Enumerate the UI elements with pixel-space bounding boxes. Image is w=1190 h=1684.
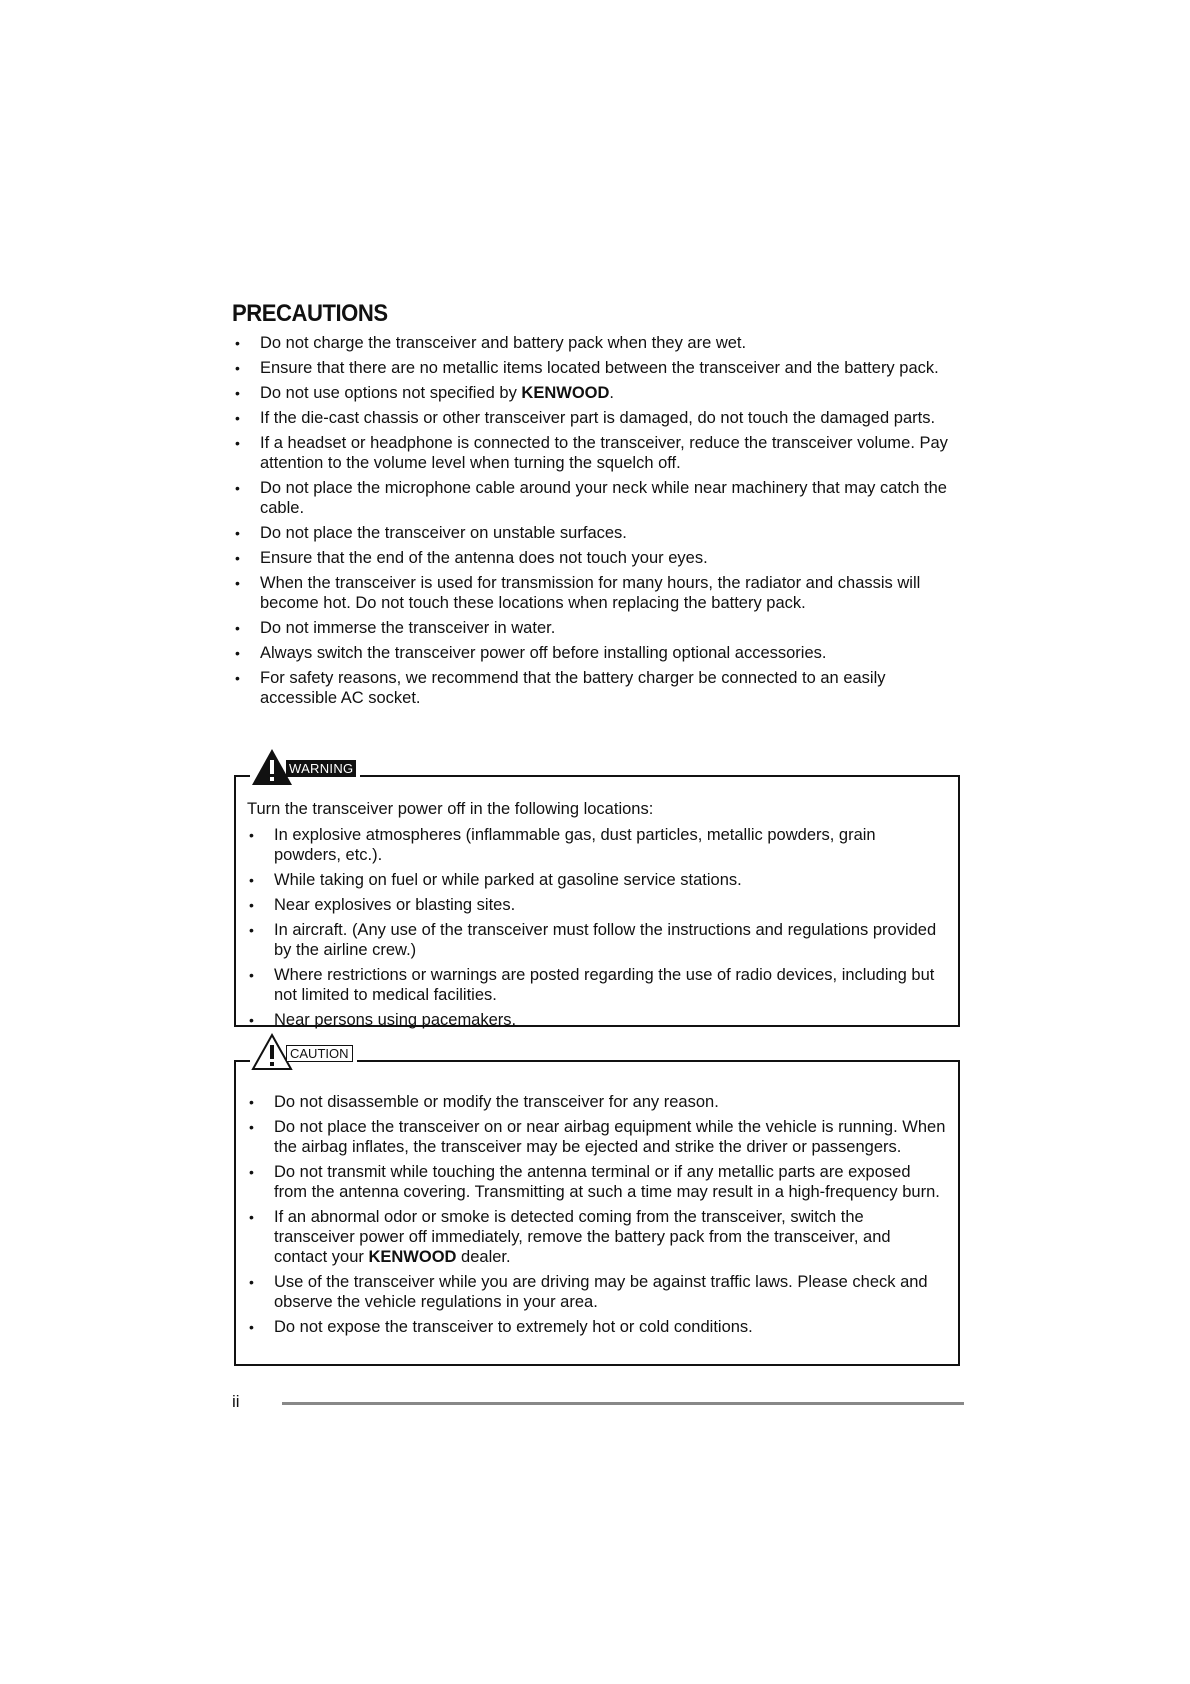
warning-box	[234, 761, 960, 1029]
precautions-list	[260, 333, 960, 713]
list-item: • In explosive atmospheres (inflammable gas, dust particles, metallic powders, grain powders, etc.).	[274, 825, 946, 865]
caution-label: CAUTION	[286, 1045, 353, 1062]
list-item: • Near persons using pacemakers.	[274, 1010, 946, 1030]
list-item-text: dealer.	[456, 1248, 511, 1266]
section-title: PRECAUTIONS	[232, 300, 388, 327]
list-item-text: Do not use options not specified by	[260, 384, 522, 402]
list-item: • While taking on fuel or while parked at gasoline service stations.	[274, 870, 946, 890]
list-item-text: If an abnormal odor or smoke is detected coming from the transceiver, switch the transceiver power off immediately, remove the battery pack from the transceiver, and contact your	[274, 1208, 891, 1266]
list-item: • Do not place the microphone cable around your neck while near machinery that may catch the cable.	[260, 478, 960, 518]
list-item: • If the die-cast chassis or other transceiver part is damaged, do not touch the damaged parts.	[260, 408, 960, 428]
list-item	[260, 383, 960, 403]
caution-list	[274, 1092, 946, 1342]
list-item: • If a headset or headphone is connected to the transceiver, reduce the transceiver volume. Pay attention to the volume level when turning the squelch off.	[260, 433, 960, 473]
brand-name: KENWOOD	[521, 384, 610, 402]
warning-intro: Turn the transceiver power off in the following locations:	[247, 800, 654, 818]
list-item: • For safety reasons, we recommend that the battery charger be connected to an easily accessible AC socket.	[260, 668, 960, 708]
brand-name: KENWOOD	[368, 1248, 457, 1266]
warning-label: WARNING	[286, 760, 356, 777]
caution-box	[234, 1046, 960, 1366]
footer-divider	[282, 1402, 964, 1405]
list-item: • Ensure that the end of the antenna does not touch your eyes.	[260, 548, 960, 568]
list-item: • When the transceiver is used for transmission for many hours, the radiator and chassis will become hot. Do not touch these locations when replacing the battery pack.	[260, 573, 960, 613]
warning-list	[274, 825, 946, 1035]
punctuation: .	[609, 384, 615, 402]
list-item: • Do not charge the transceiver and battery pack when they are wet.	[260, 333, 960, 353]
page-number: ii	[232, 1392, 240, 1411]
list-item: • Always switch the transceiver power off before installing optional accessories.	[260, 643, 960, 663]
caution-badge	[250, 1032, 357, 1072]
list-item: • Do not expose the transceiver to extremely hot or cold conditions.	[274, 1317, 946, 1337]
list-item: • Do not transmit while touching the antenna terminal or if any metallic parts are exposed from the antenna covering. Transmitting at such a time may result in a high-frequency burn.	[274, 1162, 946, 1202]
list-item: • In aircraft. (Any use of the transceiver must follow the instructions and regulations provided by the airline crew.)	[274, 920, 946, 960]
list-item: • Do not place the transceiver on unstable surfaces.	[260, 523, 960, 543]
list-item: • Do not disassemble or modify the transceiver for any reason.	[274, 1092, 946, 1112]
list-item: • Near explosives or blasting sites.	[274, 895, 946, 915]
list-item: • Do not immerse the transceiver in water.	[260, 618, 960, 638]
list-item: • Where restrictions or warnings are posted regarding the use of radio devices, including but not limited to medical facilities.	[274, 965, 946, 1005]
list-item	[274, 1207, 946, 1267]
warning-badge	[250, 747, 360, 787]
list-item: • Use of the transceiver while you are driving may be against traffic laws. Please check and observe the vehicle regulations in your area.	[274, 1272, 946, 1312]
list-item: • Do not place the transceiver on or near airbag equipment while the vehicle is running. When the airbag inflates, the transceiver may be ejected and strike the driver or passengers.	[274, 1117, 946, 1157]
list-item: • Ensure that there are no metallic items located between the transceiver and the battery pack.	[260, 358, 960, 378]
